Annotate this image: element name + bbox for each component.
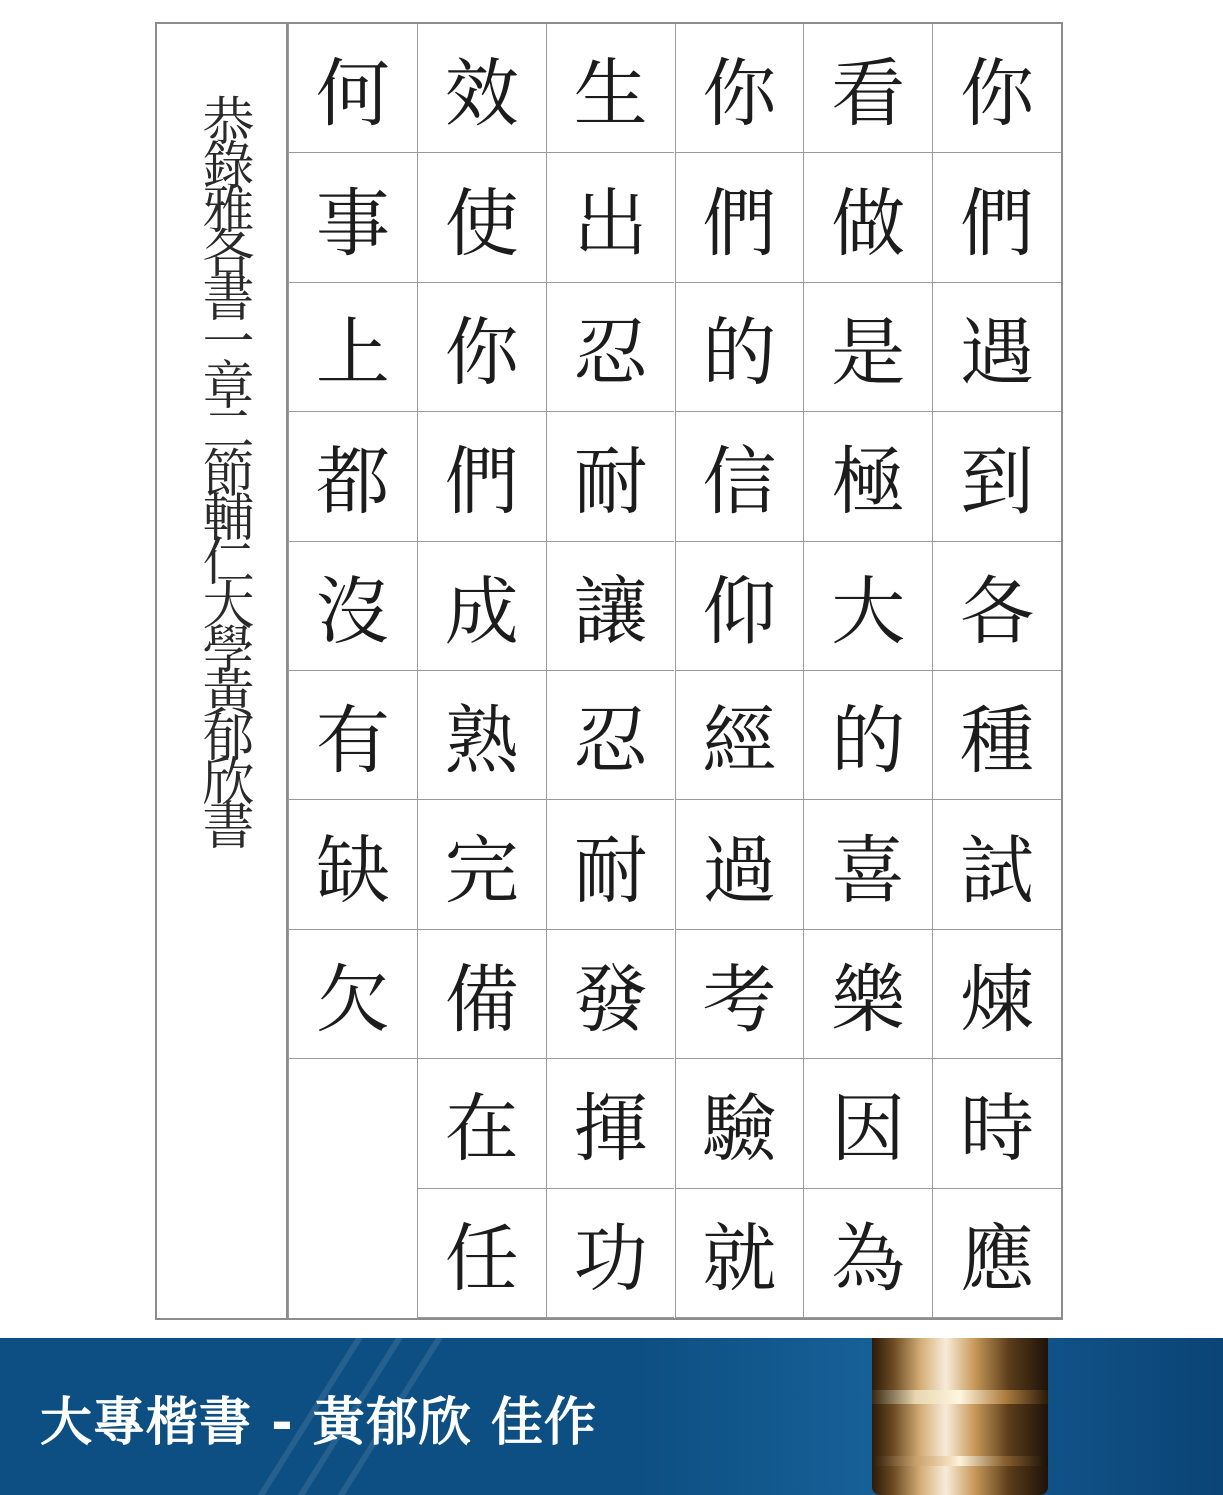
character-cell: 發 — [547, 930, 675, 1059]
character-cell: 耐 — [547, 412, 675, 541]
character-cell: 何 — [289, 24, 417, 153]
pen-ring — [872, 1456, 1048, 1466]
character-cell: 在 — [418, 1059, 546, 1188]
character-cell: 們 — [418, 412, 546, 541]
character-cell: 信 — [676, 412, 804, 541]
character-cell: 都 — [289, 412, 417, 541]
banner-title: 大專楷書 - 黃郁欣 佳作 — [40, 1393, 597, 1453]
character-cell: 大 — [804, 542, 932, 671]
grid-column-6 — [932, 24, 1061, 1318]
character-cell: 極 — [804, 412, 932, 541]
pen-ring — [872, 1390, 1048, 1404]
grid-column-4 — [675, 24, 804, 1318]
character-cell: 你 — [933, 24, 1061, 153]
character-cell: 上 — [289, 283, 417, 412]
character-cell: 生 — [547, 24, 675, 153]
character-cell: 忍 — [547, 671, 675, 800]
character-cell: 各 — [933, 542, 1061, 671]
side-inscription: 恭錄雅各書一章二節輔仁大學黃郁欣書 — [193, 94, 253, 842]
calligraphy-sheet — [155, 22, 1063, 1320]
character-cell: 做 — [804, 153, 932, 282]
character-cell: 應 — [933, 1189, 1061, 1318]
character-cell: 出 — [547, 153, 675, 282]
character-cell: 時 — [933, 1059, 1061, 1188]
character-cell: 的 — [804, 671, 932, 800]
character-cell: 事 — [289, 153, 417, 282]
character-cell: 備 — [418, 930, 546, 1059]
character-cell: 試 — [933, 800, 1061, 929]
fountain-pen-image — [872, 1338, 1048, 1495]
character-cell: 樂 — [804, 930, 932, 1059]
character-cell: 你 — [676, 24, 804, 153]
character-cell: 熟 — [418, 671, 546, 800]
character-cell: 功 — [547, 1189, 675, 1318]
character-cell: 缺 — [289, 800, 417, 929]
character-cell: 到 — [933, 412, 1061, 541]
character-cell: 有 — [289, 671, 417, 800]
character-cell: 揮 — [547, 1059, 675, 1188]
character-cell: 耐 — [547, 800, 675, 929]
character-cell: 過 — [676, 800, 804, 929]
character-grid — [288, 24, 1061, 1318]
character-cell: 們 — [933, 153, 1061, 282]
empty-cell — [289, 1059, 417, 1188]
character-cell: 是 — [804, 283, 932, 412]
character-cell: 因 — [804, 1059, 932, 1188]
character-cell: 遇 — [933, 283, 1061, 412]
character-cell: 經 — [676, 671, 804, 800]
character-cell: 成 — [418, 542, 546, 671]
character-cell: 任 — [418, 1189, 546, 1318]
character-cell: 就 — [676, 1189, 804, 1318]
character-cell: 喜 — [804, 800, 932, 929]
character-cell: 使 — [418, 153, 546, 282]
character-cell: 仰 — [676, 542, 804, 671]
character-cell: 你 — [418, 283, 546, 412]
grid-column-2 — [417, 24, 546, 1318]
character-cell: 驗 — [676, 1059, 804, 1188]
character-cell: 完 — [418, 800, 546, 929]
character-cell: 看 — [804, 24, 932, 153]
grid-column-1 — [288, 24, 417, 1318]
character-cell: 讓 — [547, 542, 675, 671]
empty-cell — [289, 1189, 417, 1318]
grid-column-3 — [546, 24, 675, 1318]
character-cell: 煉 — [933, 930, 1061, 1059]
character-cell: 效 — [418, 24, 546, 153]
character-cell: 欠 — [289, 930, 417, 1059]
grid-column-5 — [803, 24, 932, 1318]
character-cell: 考 — [676, 930, 804, 1059]
character-cell: 沒 — [289, 542, 417, 671]
character-cell: 忍 — [547, 283, 675, 412]
inscription-column — [157, 24, 288, 1318]
character-cell: 種 — [933, 671, 1061, 800]
character-cell: 們 — [676, 153, 804, 282]
character-cell: 為 — [804, 1189, 932, 1318]
character-cell: 的 — [676, 283, 804, 412]
